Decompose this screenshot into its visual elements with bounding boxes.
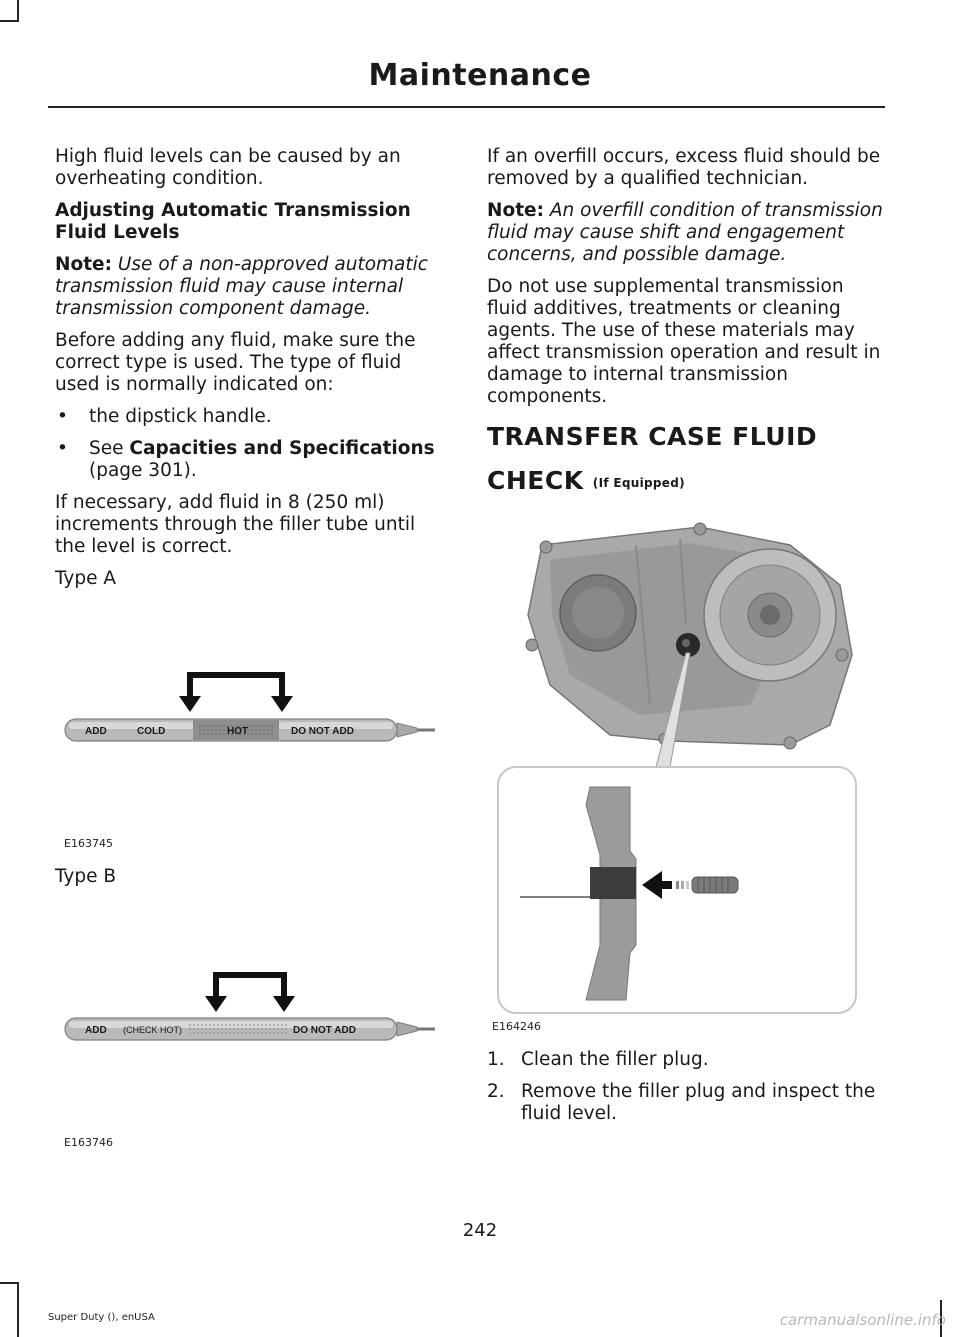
note — [55, 254, 450, 320]
section-heading-text: CHECK — [487, 466, 584, 495]
section-heading: TRANSFER CASE FLUID — [487, 422, 818, 451]
transfer-case-figure — [490, 505, 870, 1020]
dipstick-label-cold: COLD — [137, 726, 166, 737]
list-item — [55, 406, 450, 428]
note-text: Use of a non-approved automatic transmission fluid may cause internal transmission component damage. — [55, 254, 428, 319]
dipstick-type-a-figure — [55, 660, 435, 760]
paragraph: High fluid levels can be caused by an overheating condition. — [55, 146, 401, 189]
crop-mark — [17, 1282, 19, 1337]
figure-code: E163745 — [64, 837, 113, 850]
step-number: 1. — [487, 1049, 505, 1070]
page-title: Maintenance — [368, 58, 592, 93]
dipstick-label-do-not-add: DO NOT ADD — [291, 726, 354, 737]
footer-text: Super Duty (), enUSA — [48, 1312, 155, 1323]
steps-list — [487, 1049, 883, 1135]
section-heading-qualifier: (If Equipped) — [592, 476, 685, 490]
dipstick-label-check-hot: (CHECK HOT) — [123, 1025, 182, 1035]
step-text: Remove the filler plug and inspect the fluid level. — [521, 1081, 876, 1124]
dipstick-label-hot: HOT — [227, 726, 249, 737]
figure-caption-type-a: Type A — [55, 568, 117, 589]
paragraph: Before adding any fluid, make sure the correct type is used. The type of fluid used is normally indicated on: — [55, 330, 416, 395]
header-rule — [48, 106, 885, 108]
figure-caption-type-b: Type B — [55, 866, 117, 887]
step-text: Clean the filler plug. — [521, 1049, 709, 1070]
crop-mark — [0, 20, 19, 22]
note-label: Note: — [487, 200, 544, 221]
list-item — [487, 1081, 883, 1125]
dipstick-label-add: ADD — [85, 726, 107, 737]
paragraph: If an overfill occurs, excess fluid should be removed by a qualified technician. — [487, 146, 881, 189]
transfer-case-housing — [526, 523, 852, 749]
crop-mark — [17, 0, 19, 22]
arrow-bracket-icon — [205, 972, 295, 1012]
detail-inset — [498, 767, 856, 1013]
arrow-bracket-icon — [179, 672, 293, 712]
dipstick-label-add: ADD — [85, 1025, 107, 1036]
watermark: carmanualsonline.info — [779, 1311, 946, 1329]
dipstick-type-b-figure — [55, 962, 435, 1062]
left-column — [55, 146, 450, 600]
step-number: 2. — [487, 1081, 505, 1102]
list-item-text: the dipstick handle. — [89, 406, 272, 427]
note-label: Note: — [55, 254, 112, 275]
list-item — [487, 1049, 883, 1071]
figure-code: E163746 — [64, 1136, 113, 1149]
subheading: Adjusting Automatic Transmission Fluid Levels — [55, 200, 411, 243]
dipstick-blade — [65, 1018, 435, 1040]
list-item-text: (page 301). — [89, 460, 197, 481]
bullet-dot: • — [57, 438, 68, 459]
figure-code: E164246 — [492, 1020, 541, 1033]
page-number: 242 — [462, 1220, 498, 1241]
dipstick-label-do-not-add: DO NOT ADD — [293, 1025, 356, 1036]
list-item-text: See — [89, 438, 130, 459]
dipstick-blade — [65, 719, 435, 741]
note-text: An overfill condition of transmission fluid may cause shift and engagement concerns, and possible damage. — [487, 200, 883, 265]
crop-mark — [0, 1282, 19, 1284]
note — [487, 200, 883, 266]
list-item — [55, 438, 450, 482]
paragraph: If necessary, add fluid in 8 (250 ml) increments through the filler tube until the level is correct. — [55, 492, 416, 557]
bullet-dot: • — [57, 406, 68, 427]
cross-reference-link[interactable]: Capacities and Specifications — [129, 438, 435, 459]
paragraph: Do not use supplemental transmission fluid additives, treatments or cleaning agents. The use of these materials may affect transmission operation and result in damage to internal transmission components. — [487, 276, 881, 407]
section-heading — [487, 466, 883, 498]
right-column — [487, 146, 883, 528]
